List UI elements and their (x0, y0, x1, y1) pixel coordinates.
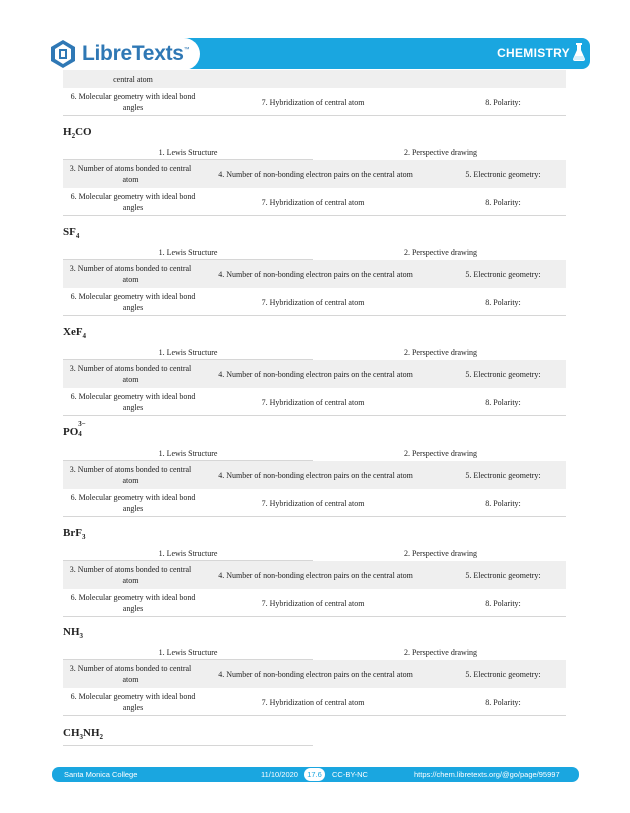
nonbonding-label: 4. Number of non-bonding electron pairs on the central atom (218, 370, 413, 379)
electronic-geometry-label: 5. Electronic geometry: (465, 571, 541, 580)
molecule-table (63, 344, 566, 416)
electronic-geometry-label: 5. Electronic geometry: (465, 471, 541, 480)
nonbonding-label: 4. Number of non-bonding electron pairs on the central atom (218, 670, 413, 679)
atoms-bonded-label: 3. Number of atoms bonded to central atom (69, 664, 192, 684)
electronic-geometry-label: 5. Electronic geometry: (465, 270, 541, 279)
row-divider (63, 315, 566, 316)
molecule-formula: $CH_3NH_2$ (63, 727, 103, 742)
libretexts-logo[interactable] (46, 38, 200, 70)
molecular-geometry-label: 6. Molecular geometry with ideal bond angles (70, 292, 196, 312)
row-divider (63, 745, 313, 746)
libretexts-hexagon-icon (48, 39, 78, 69)
nonbonding-label: 4. Number of non-bonding electron pairs on the central atom (218, 270, 413, 279)
row-divider (63, 516, 566, 517)
logo-trademark: ™ (183, 47, 190, 53)
atoms-bonded-label: 3. Number of atoms bonded to central atom (69, 164, 192, 184)
lewis-label: 1. Lewis Structure (158, 148, 218, 157)
electronic-geometry-label: 5. Electronic geometry: (465, 370, 541, 379)
row-divider (63, 115, 566, 116)
molecule-table (63, 244, 566, 316)
atoms-bonded-label: 3. Number of atoms bonded to central atom (69, 364, 192, 384)
atoms-bonded-label: 3. Number of atoms bonded to central atom (69, 264, 192, 284)
polarity-label: 8. Polarity: (485, 298, 521, 307)
nonbonding-label: 4. Number of non-bonding electron pairs on the central atom (218, 170, 413, 179)
molecular-geometry-label: 6. Molecular geometry with ideal bond angles (70, 593, 196, 613)
perspective-label: 2. Perspective drawing (403, 449, 478, 458)
row-divider (63, 415, 566, 416)
lewis-label: 1. Lewis Structure (158, 549, 218, 558)
molecule-table (63, 644, 566, 716)
page-footer (52, 767, 579, 782)
molecule-formula: XeF$_4$ (63, 326, 87, 341)
molecule-table (63, 545, 566, 617)
lewis-label: 1. Lewis Structure (158, 648, 218, 657)
perspective-label: 2. Perspective drawing (403, 248, 478, 257)
footer-license[interactable]: CC-BY-NC (332, 770, 368, 779)
atoms-bonded-label: 3. Number of atoms bonded to central atom (69, 465, 192, 485)
footer-url-link[interactable]: https://chem.libretexts.org/@go/page/95997 (414, 770, 560, 779)
molecular-geometry-label: 6. Molecular geometry with ideal bond angles (70, 493, 196, 513)
molecule-formula: $H_2CO$ (63, 126, 92, 141)
hybridization-label: 7. Hybridization of central atom (261, 599, 365, 608)
molecular-geometry-label: 6. Molecular geometry with ideal bond angles (70, 692, 196, 712)
polarity-label: 8. Polarity: (485, 599, 521, 608)
footer-institution: Santa Monica College (64, 770, 138, 779)
molecule-formula: PO 3− 4 (63, 420, 86, 438)
nonbonding-label: 4. Number of non-bonding electron pairs on the central atom (218, 571, 413, 580)
lewis-label: 1. Lewis Structure (158, 449, 218, 458)
logo-text: LibreTexts (82, 42, 184, 65)
polarity-label: 8. Polarity: (485, 98, 521, 107)
hybridization-label: 7. Hybridization of central atom (261, 499, 365, 508)
perspective-label: 2. Perspective drawing (403, 148, 478, 157)
nonbonding-label: 4. Number of non-bonding electron pairs on the central atom (218, 471, 413, 480)
molecule-formula: BrF$_3$ (63, 527, 86, 542)
molecular-geometry-label: 6. Molecular geometry with ideal bond angles (70, 392, 196, 412)
molecule-table (63, 445, 566, 517)
perspective-label: 2. Perspective drawing (403, 549, 478, 558)
atoms-bonded-tail: central atom (113, 75, 153, 84)
molecule-formula: $NH_3$ (63, 626, 83, 641)
polarity-label: 8. Polarity: (485, 398, 521, 407)
hybridization-label: 7. Hybridization of central atom (261, 298, 365, 307)
molecular-geometry-label: 6. Molecular geometry with ideal bond angles (70, 192, 196, 212)
row-divider (63, 616, 566, 617)
partial-molecule-table (63, 70, 566, 116)
electronic-geometry-label: 5. Electronic geometry: (465, 170, 541, 179)
row-divider (63, 715, 566, 716)
lewis-label: 1. Lewis Structure (158, 248, 218, 257)
electronic-geometry-label: 5. Electronic geometry: (465, 670, 541, 679)
polarity-label: 8. Polarity: (485, 499, 521, 508)
subject-label[interactable]: CHEMISTRY (497, 46, 570, 60)
perspective-label: 2. Perspective drawing (403, 648, 478, 657)
footer-date: 11/10/2020 (261, 770, 298, 779)
molecule-table (63, 144, 566, 216)
row-divider (63, 215, 566, 216)
hybridization-label: 7. Hybridization of central atom (261, 398, 365, 407)
hybridization-label: 7. Hybridization of central atom (261, 698, 365, 707)
hybridization-label: 7. Hybridization of central atom (261, 198, 365, 207)
footer-page-number[interactable]: 17.6 (304, 768, 325, 781)
polarity-label: 8. Polarity: (485, 198, 521, 207)
perspective-label: 2. Perspective drawing (403, 348, 478, 357)
hybridization-label: 7. Hybridization of central atom (261, 98, 365, 107)
lewis-label: 1. Lewis Structure (158, 348, 218, 357)
polarity-label: 8. Polarity: (485, 698, 521, 707)
atoms-bonded-label: 3. Number of atoms bonded to central atom (69, 565, 192, 585)
flask-icon (572, 43, 586, 61)
molecule-formula: $SF_4$ (63, 226, 80, 241)
molecular-geometry-label: 6. Molecular geometry with ideal bond angles (70, 92, 196, 112)
